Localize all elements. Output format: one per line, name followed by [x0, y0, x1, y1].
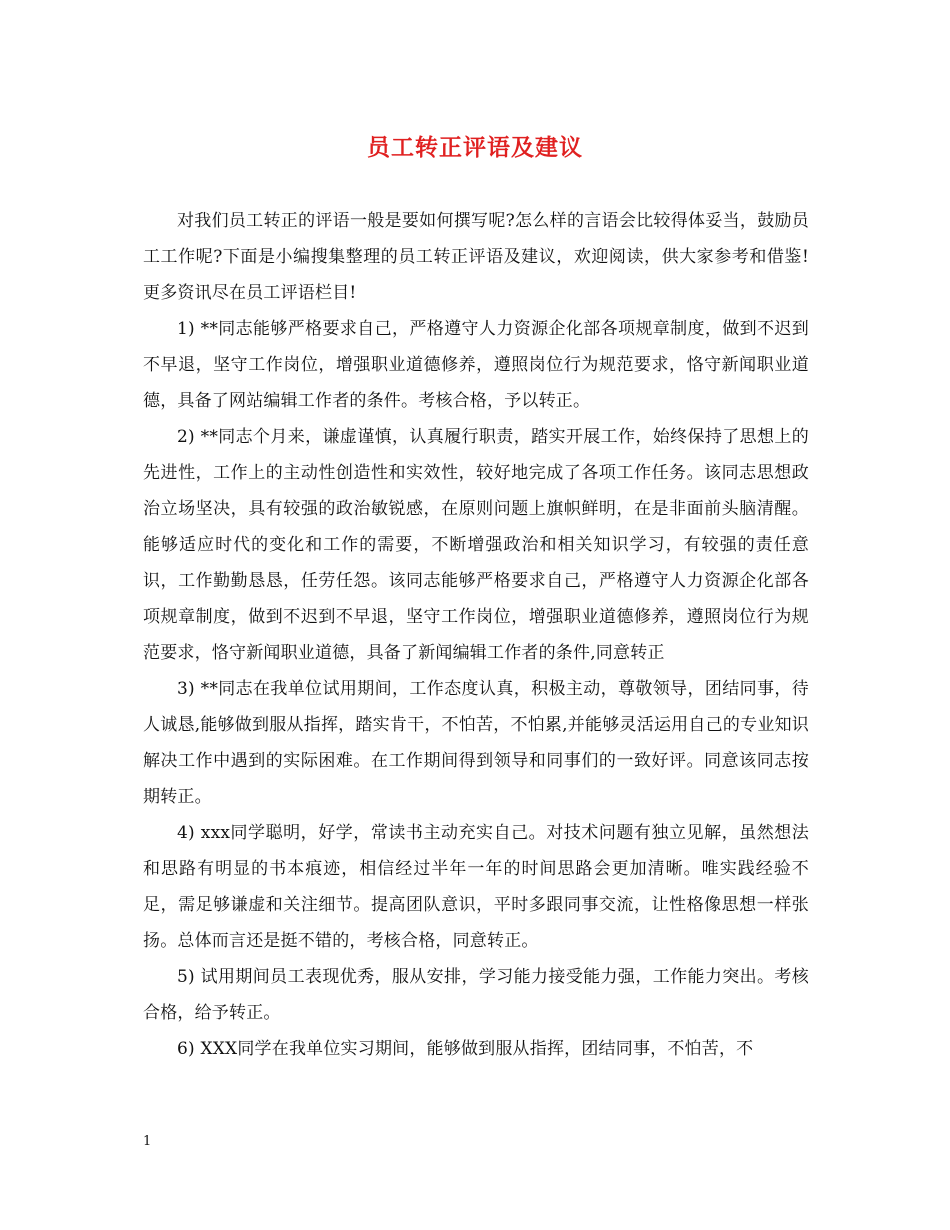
page-number: 1	[143, 1134, 152, 1149]
comment-paragraph-5: 5) 试用期间员工表现优秀，服从安排，学习能力接受能力强，工作能力突出。考核合格，给予转正。	[143, 967, 809, 1023]
intro-paragraph: 对我们员工转正的评语一般是要如何撰写呢?怎么样的言语会比较得体妥当，鼓励员工工作呢?下面是小编搜集整理的员工转正评语及建议，欢迎阅读，供大家参考和借鉴!更多资讯尽在员工评语栏目!	[143, 211, 809, 303]
document-body	[143, 203, 809, 1067]
comment-paragraph-3: 3) **同志在我单位试用期间，工作态度认真，积极主动，尊敬领导，团结同事，待人诚恳,能够做到服从指挥，踏实肯干，不怕苦，不怕累,并能够灵活运用自己的专业知识解决工作中遇到的实际困难。在工作期间得到领导和同事们的一致好评。同意该同志按期转正。	[143, 679, 809, 807]
comment-paragraph-2: 2) **同志个月来，谦虚谨慎，认真履行职责，踏实开展工作，始终保持了思想上的先进性，工作上的主动性创造性和实效性，较好地完成了各项工作任务。该同志思想政治立场坚决，具有较强的政治敏锐感，在原则问题上旗帜鲜明，在是非面前头脑清醒。能够适应时代的变化和工作的需要，不断增强政治和相关知识学习，有较强的责任意识，工作勤勤恳恳，任劳任怨。该同志能够严格要求自己，严格遵守人力资源企化部各项规章制度，做到不迟到不早退，坚守工作岗位，增强职业道德修养，遵照岗位行为规范要求，恪守新闻职业道德，具备了新闻编辑工作者的条件,同意转正	[143, 427, 809, 663]
comment-paragraph-4: 4) xxx同学聪明，好学，常读书主动充实自己。对技术问题有独立见解，虽然想法和思路有明显的书本痕迹，相信经过半年一年的时间思路会更加清晰。唯实践经验不足，需足够谦虚和关注细节。提高团队意识，平时多跟同事交流，让性格像思想一样张扬。总体而言还是挺不错的，考核合格，同意转正。	[143, 823, 809, 951]
document-title: 员工转正评语及建议	[367, 134, 583, 161]
comment-paragraph-1: 1) **同志能够严格要求自己，严格遵守人力资源企化部各项规章制度，做到不迟到不早退，坚守工作岗位，增强职业道德修养，遵照岗位行为规范要求，恪守新闻职业道德，具备了网站编辑工作者的条件。考核合格，予以转正。	[143, 319, 809, 411]
comment-paragraph-6: 6) XXX同学在我单位实习期间，能够做到服从指挥，团结同事，不怕苦，不	[177, 1039, 754, 1059]
